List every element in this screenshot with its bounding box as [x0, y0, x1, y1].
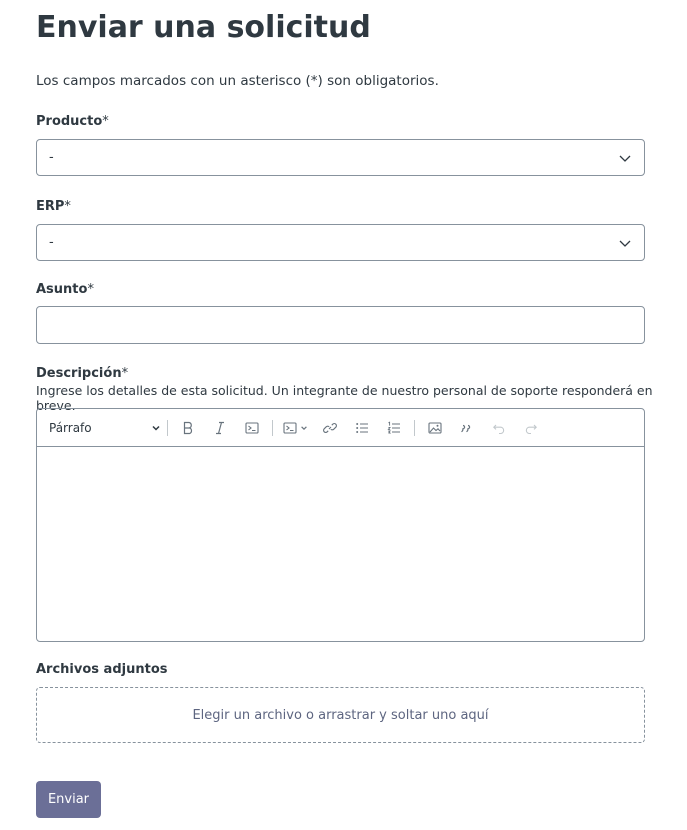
toolbar-separator: [414, 420, 415, 436]
dropzone-text: Elegir un archivo o arrastrar y soltar uno aquí: [192, 707, 489, 723]
descripcion-label-text: Descripción: [36, 366, 122, 381]
chevron-down-icon: [618, 236, 632, 250]
numbered-list-button[interactable]: [380, 414, 408, 442]
bullet-list-icon: [355, 421, 369, 435]
bold-icon: [181, 421, 195, 435]
paragraph-style-dropdown[interactable]: [45, 421, 165, 435]
code-icon: [245, 421, 259, 435]
code-button[interactable]: [238, 414, 266, 442]
producto-label: [36, 114, 109, 129]
chevron-down-icon: [618, 151, 632, 165]
image-button[interactable]: [421, 414, 449, 442]
asunto-input[interactable]: [36, 306, 645, 344]
erp-label: [36, 199, 71, 214]
required-asterisk: *: [121, 366, 129, 381]
erp-select-value: -: [49, 235, 54, 250]
redo-icon: [524, 421, 538, 435]
attachments-dropzone[interactable]: [36, 687, 645, 743]
link-button[interactable]: [316, 414, 344, 442]
toolbar-separator: [272, 420, 273, 436]
code-block-dropdown[interactable]: [279, 414, 312, 442]
blockquote-icon: [460, 421, 474, 435]
redo-button[interactable]: [517, 414, 545, 442]
required-asterisk: *: [102, 114, 109, 129]
undo-icon: [492, 421, 506, 435]
italic-icon: [213, 421, 227, 435]
editor-content-area[interactable]: [37, 447, 644, 641]
bold-button[interactable]: [174, 414, 202, 442]
asunto-label: [36, 282, 94, 297]
erp-label-text: ERP: [36, 199, 65, 214]
erp-select[interactable]: [36, 224, 645, 261]
producto-select-value: -: [49, 150, 54, 165]
required-asterisk: *: [64, 199, 71, 214]
italic-button[interactable]: [206, 414, 234, 442]
descripcion-label: [36, 366, 128, 381]
submit-button[interactable]: Enviar: [36, 781, 101, 818]
descripcion-hint: Ingrese los detalles de esta solicitud. Un integrante de nuestro personal de soporte responderá en breve.: [36, 383, 653, 413]
image-icon: [428, 421, 442, 435]
page-title: Enviar una solicitud: [36, 10, 371, 45]
code-block-icon: [283, 421, 297, 435]
link-icon: [323, 421, 337, 435]
paragraph-style-value: Párrafo: [49, 420, 92, 435]
asunto-label-text: Asunto: [36, 282, 88, 297]
blockquote-button[interactable]: [453, 414, 481, 442]
bullet-list-button[interactable]: [348, 414, 376, 442]
required-asterisk: *: [87, 282, 94, 297]
chevron-down-icon: [300, 424, 308, 432]
toolbar-separator: [167, 420, 168, 436]
required-note: Los campos marcados con un asterisco (*) son obligatorios.: [36, 73, 439, 89]
attachments-label: Archivos adjuntos: [36, 662, 168, 677]
producto-select[interactable]: [36, 139, 645, 176]
description-editor: [36, 408, 645, 642]
chevron-down-icon: [151, 423, 161, 433]
producto-label-text: Producto: [36, 114, 103, 129]
editor-toolbar: [37, 409, 644, 447]
undo-button[interactable]: [485, 414, 513, 442]
numbered-list-icon: [387, 421, 401, 435]
